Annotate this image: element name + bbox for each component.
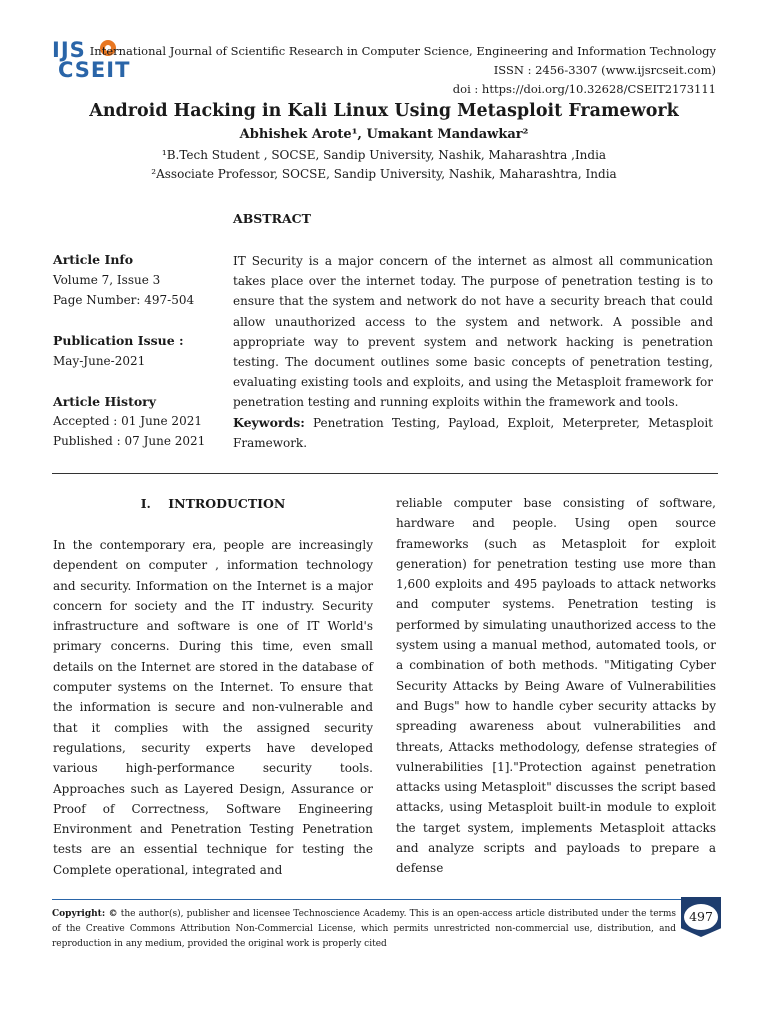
publication-issue: May-June-2021 — [53, 354, 146, 368]
logo-text-bottom: CSEIT — [58, 58, 131, 82]
abstract-body: IT Security is a major concern of the internet as almost all communication takes place over the internet today. The purpose of penetration testing is to ensure that the system and network do not have a security breach that could allow unauthorized access to the system and network. A possible and appropriate way to prevent system and network hacking is penetration testing. The document outlines some basic concepts of penetration testing, evaluating existing tools and exploits, and using the Metasploit framework for penetration testing and running exploits within the framework and tools. — [233, 254, 713, 410]
copyright-text: the author(s), publisher and licensee Technoscience Academy. This is an open-access article distributed under the terms of the Creative Commons Attribution Non-Commercial License, which permits unrestricted non-commercial use, distribution, and reproduction in any medium, provided the original work is properly cited — [52, 909, 676, 949]
copyright-label: Copyright: © — [52, 909, 118, 919]
doi-link[interactable]: doi : https://doi.org/10.32628/CSEIT2173111 — [452, 82, 716, 96]
section-heading-introduction: I. INTRODUCTION — [140, 496, 286, 511]
page-numbers: Page Number: 497-504 — [53, 293, 195, 307]
published-date: Published : 07 June 2021 — [53, 434, 206, 448]
body-column-right: reliable computer base consisting of software, hardware and people. Using open source frameworks (such as Metasploit for exploit generation) for penetration testing use more than 1,600 exploits and 495 payloads to attack networks and computer systems. Penetration testing is performed by simulating unauthorized access to the system using a manual method, automated tools, or a combination of both methods. "Mitigating Cyber Security Attacks by Being Aware of Vulnerabilities and Bugs" how to handle cyber security attacks by spreading awareness about vulnerabilities and threats, Attacks methodology, defense strategies of vulnerabilities [1]."Protection against penetration attacks using Metasploit" discusses the script based attacks, using Metasploit built-in module to exploit the target system, implements Metasploit attacks and analyze scripts and payloads to prepare a defense — [396, 496, 716, 876]
accepted-date: Accepted : 01 June 2021 — [53, 414, 202, 428]
page-number: 497 — [684, 904, 718, 930]
abstract-heading: ABSTRACT — [233, 211, 311, 226]
keywords-text: Penetration Testing, Payload, Exploit, Meterpreter, Metasploit Framework. — [233, 416, 713, 451]
issn: ISSN : 2456-3307 (www.ijsrcseit.com) — [493, 63, 716, 77]
volume-issue: Volume 7, Issue 3 — [53, 273, 161, 287]
page-number-badge — [681, 897, 721, 937]
affiliation-2: ²Associate Professor, SOCSE, Sandip University, Nashik, Maharashtra, India — [151, 167, 617, 181]
publication-issue-heading: Publication Issue : — [53, 333, 184, 348]
paper-title: Android Hacking in Kali Linux Using Metasploit Framework — [89, 101, 679, 121]
journal-name: International Journal of Scientific Research in Computer Science, Engineering and Information Technology — [89, 44, 716, 58]
body-column-left: In the contemporary era, people are increasingly dependent on computer , information technology and security. Information on the Internet is a major concern for society and the IT industry. Security infrastructure and software is one of IT World's primary concerns. During this time, even small details on the Internet are stored in the database of computer systems on the Internet. To ensure that the information is secure and non-vulnerable and that it complies with the assigned security regulations, security experts have developed various high-performance security tools. Approaches such as Layered Design, Assurance or Proof of Correctness, Software Engineering Environment and Penetration Testing Penetration tests are an essential technique for testing the Complete operational, integrated and — [53, 538, 373, 877]
affiliation-1: ¹B.Tech Student , SOCSE, Sandip University, Nashik, Maharashtra ,India — [161, 148, 607, 162]
paper-authors: Abhishek Arote¹, Umakant Mandawkar² — [239, 127, 529, 142]
article-history-heading: Article History — [53, 394, 157, 409]
article-info-heading: Article Info — [53, 252, 134, 267]
footer-divider — [52, 899, 685, 900]
keywords-label: Keywords: — [233, 415, 305, 430]
logo-text-top: IJS — [52, 38, 86, 62]
keywords — [233, 413, 713, 453]
section-divider — [52, 473, 718, 474]
copyright-notice — [52, 907, 676, 952]
